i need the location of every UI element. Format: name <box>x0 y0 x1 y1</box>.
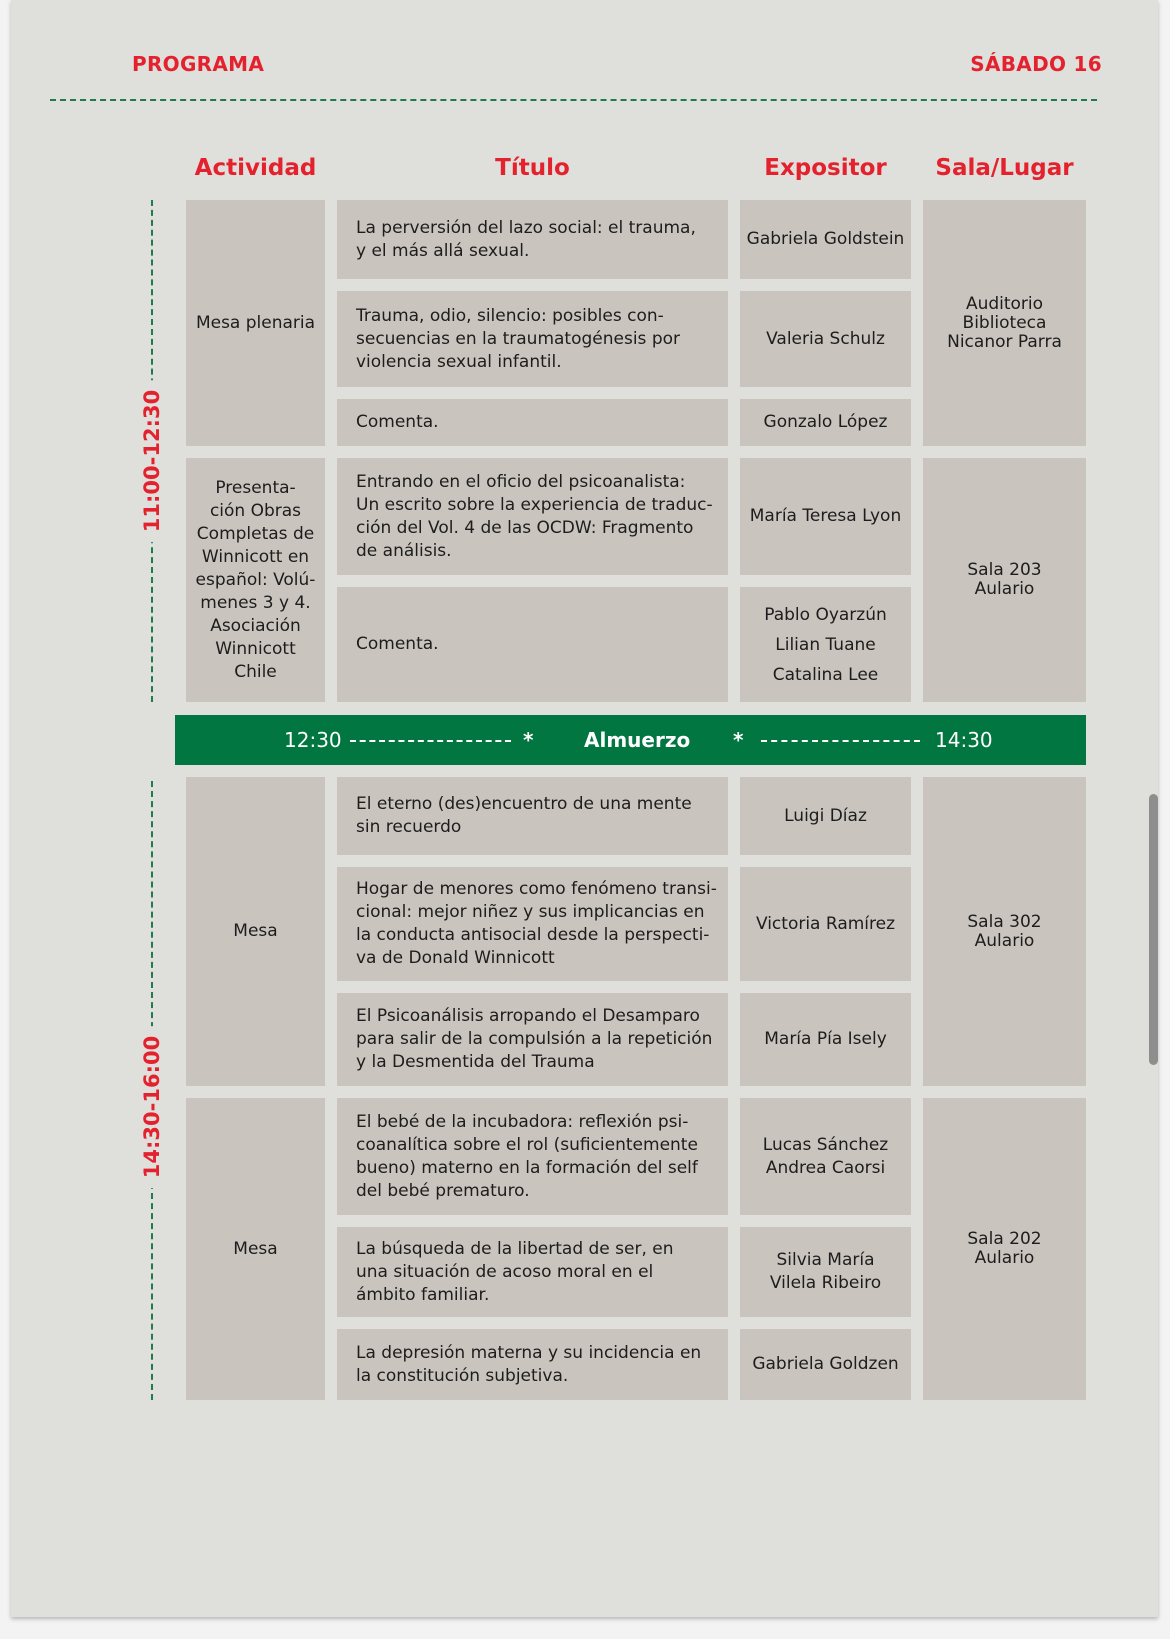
speaker-cell <box>740 1329 911 1400</box>
speaker-name: Gabriela Goldstein <box>746 229 905 249</box>
title-line: la constitución subjetiva. <box>356 1365 569 1386</box>
speaker-cell <box>740 458 911 575</box>
title-line: ción del Vol. 4 de las OCDW: Fragmento <box>356 517 694 538</box>
venue-cell <box>923 200 1086 446</box>
venue-line: Sala 203 <box>967 560 1042 580</box>
column-header-sala: Sala/Lugar <box>935 155 1074 181</box>
activity-line: Winnicott <box>215 638 296 659</box>
header-day: SÁBADO 16 <box>970 52 1102 76</box>
speaker-cell <box>740 587 911 702</box>
title-line: ámbito familiar. <box>356 1284 490 1305</box>
venue-line: Nicanor Parra <box>947 331 1062 352</box>
title-cell <box>337 1329 728 1400</box>
title-cell <box>337 200 728 279</box>
speaker-cell <box>740 867 911 981</box>
venue-line: Sala 302 <box>967 911 1042 932</box>
activity-line: Winnicott en <box>201 546 310 567</box>
title-line: coanalítica sobre el rol (suficientemente <box>356 1134 698 1155</box>
speaker-cell <box>740 291 911 387</box>
speaker-cell <box>740 1098 911 1215</box>
title-cell <box>337 777 728 855</box>
title-line: Comenta. <box>356 412 439 432</box>
title-line: la conducta antisocial desde la perspecti- <box>356 925 710 945</box>
title-line: Comenta. <box>356 634 439 654</box>
activity-cell <box>186 1098 325 1400</box>
vertical-scrollbar[interactable] <box>1149 794 1158 1065</box>
activity-line: español: Volú- <box>195 569 316 590</box>
speaker-name: Gonzalo López <box>763 412 888 432</box>
venue-line: Sala 202 <box>967 1229 1042 1249</box>
activity-cell <box>186 200 325 446</box>
activity-label: Mesa plenaria <box>195 312 316 333</box>
title-line: y la Desmentida del Trauma <box>356 1052 595 1072</box>
title-cell <box>337 993 728 1086</box>
speaker-cell <box>740 200 911 279</box>
venue-cell <box>923 1098 1086 1400</box>
title-line: El eterno (des)encuentro de una mente <box>356 794 692 814</box>
venue-cell <box>923 458 1086 702</box>
activity-line: Presenta- <box>215 477 296 498</box>
title-line: del bebé prematuro. <box>356 1180 530 1201</box>
title-line: secuencias en la traumatogénesis por <box>356 328 680 349</box>
activity-cell <box>186 458 325 702</box>
title-line: Un escrito sobre la experiencia de traduc- <box>356 494 713 515</box>
title-line: sin recuerdo <box>356 817 462 837</box>
speaker-name: Gabriela Goldzen <box>752 1354 899 1374</box>
title-line: cional: mejor niñez y sus implicancias en <box>356 902 705 922</box>
venue-line: Biblioteca <box>962 312 1047 333</box>
title-cell <box>337 1227 728 1317</box>
title-line: Hogar de menores como fenómeno transi- <box>356 879 717 899</box>
title-line: Trauma, odio, silencio: posibles con- <box>356 305 664 326</box>
title-line: de análisis. <box>356 540 452 561</box>
title-line: La búsqueda de la libertad de ser, en <box>356 1238 674 1259</box>
lunch-dash-right <box>761 740 920 742</box>
title-line: La perversión del lazo social: el trauma, <box>356 217 696 238</box>
venue-line: Aulario <box>974 930 1035 951</box>
lunch-label: Almuerzo <box>584 728 691 752</box>
speaker-name: Victoria Ramírez <box>755 913 896 934</box>
title-line: La depresión materna y su incidencia en <box>356 1342 702 1363</box>
column-header-expositor: Expositor <box>764 155 887 181</box>
speaker-name: Valeria Schulz <box>766 328 885 349</box>
column-header-actividad: Actividad <box>194 155 317 181</box>
venue-cell <box>923 777 1086 1086</box>
speaker-name: Pablo Oyarzún <box>764 604 887 625</box>
lunch-bar <box>175 715 1086 765</box>
title-line: bueno) materno en la formación del self <box>356 1157 698 1178</box>
lunch-star-right: * <box>733 728 744 752</box>
header-programa: PROGRAMA <box>132 52 265 76</box>
lunch-end-time: 14:30 <box>935 728 993 752</box>
title-cell <box>337 867 728 981</box>
speaker-name: María Pía Isely <box>764 1029 887 1049</box>
activity-line: ción Obras <box>209 500 302 521</box>
activity-line: Chile <box>234 661 277 682</box>
speaker-cell <box>740 1227 911 1317</box>
venue-line: Aulario <box>974 579 1035 599</box>
lunch-star-left: * <box>523 728 534 752</box>
speaker-name: Lilian Tuane <box>775 634 876 655</box>
speaker-cell <box>740 993 911 1086</box>
speaker-name: Lucas Sánchez <box>762 1134 889 1155</box>
title-cell <box>337 1098 728 1215</box>
activity-label: Mesa <box>233 921 278 941</box>
activity-line: Completas de <box>196 523 315 544</box>
activity-label: Mesa <box>233 1238 278 1259</box>
speaker-cell <box>740 399 911 446</box>
speaker-name: Catalina Lee <box>772 664 879 685</box>
activity-line: menes 3 y 4. <box>200 592 311 613</box>
title-cell <box>337 587 728 702</box>
speaker-name: Andrea Caorsi <box>765 1157 886 1178</box>
speaker-name: Vilela Ribeiro <box>769 1273 882 1293</box>
activity-cell <box>186 777 325 1086</box>
lunch-dash-left <box>350 740 511 742</box>
title-line: para salir de la compulsión a la repetición <box>356 1029 713 1049</box>
header-divider <box>50 99 1097 101</box>
title-line: violencia sexual infantil. <box>356 351 562 372</box>
column-header-titulo: Título <box>495 155 570 181</box>
title-line: va de Donald Winnicott <box>356 948 555 968</box>
title-cell <box>337 458 728 575</box>
title-cell <box>337 291 728 387</box>
speaker-cell <box>740 777 911 855</box>
time-block-label: 11:00-12:30 <box>140 380 164 542</box>
title-cell <box>337 399 728 446</box>
title-line: El bebé de la incubadora: reflexión psi- <box>356 1111 689 1132</box>
activity-line: Asociación <box>210 615 301 636</box>
title-line: una situación de acoso moral en el <box>356 1261 654 1282</box>
time-block-label: 14:30-16:00 <box>140 1026 164 1188</box>
title-line: El Psicoanálisis arropando el Desamparo <box>356 1006 700 1026</box>
title-line: y el más allá sexual. <box>356 240 530 261</box>
speaker-name: María Teresa Lyon <box>749 506 902 526</box>
venue-line: Auditorio <box>965 293 1044 314</box>
venue-line: Aulario <box>974 1248 1035 1268</box>
title-line: Entrando en el oficio del psicoanalista: <box>356 471 686 492</box>
speaker-name: Silvia María <box>776 1250 875 1270</box>
lunch-start-time: 12:30 <box>284 728 342 752</box>
speaker-name: Luigi Díaz <box>784 805 867 826</box>
